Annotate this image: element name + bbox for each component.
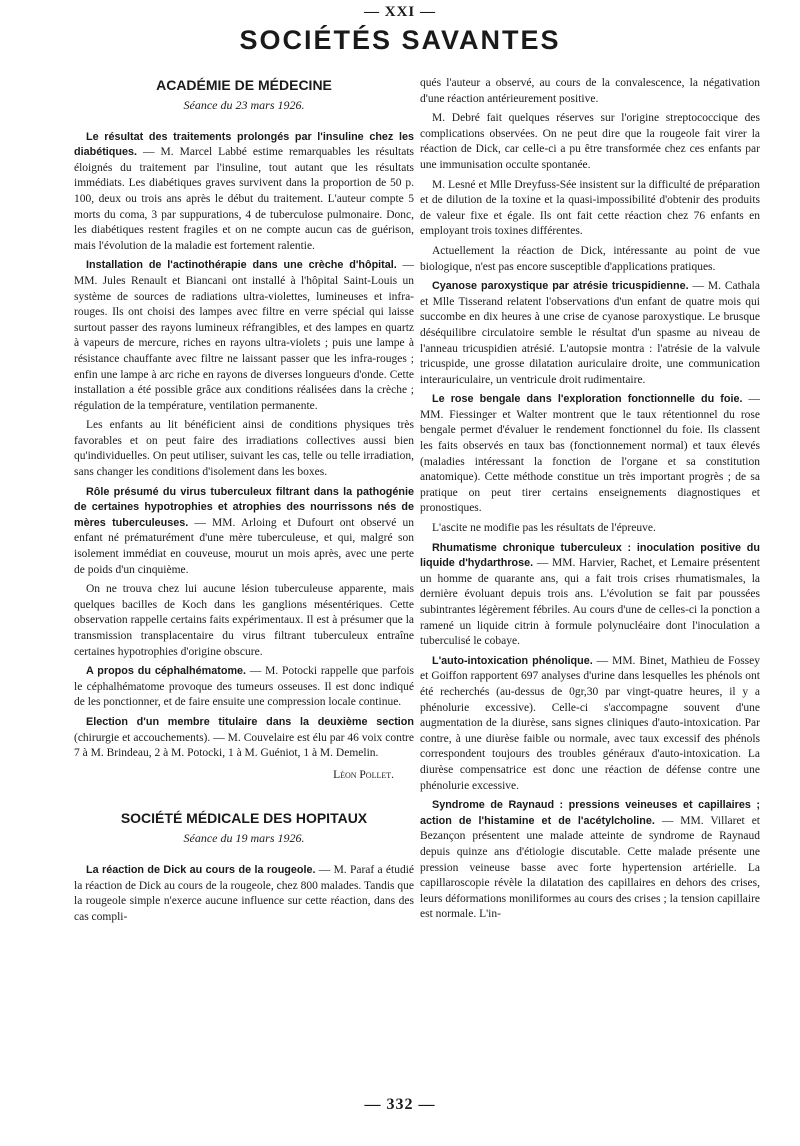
article-body: — MM. Harvier, Rachet, et Lemaire présentent un homme de quarante ans, qui a fait trois crises rhumatismales, la dernière évoluant depuis trois ans. L'évolution se fait par poussées subintrantes légèrement fébriles. Au cours d'une de celles-ci la ponction a ramené un liquide citrin à formule polynucléaire dont l'inoculation a tuberculisé le cobaye. bbox=[420, 557, 760, 648]
article-dick-rougeole bbox=[74, 863, 414, 925]
article-paragraph: M. Lesné et Mlle Dreyfuss-Sée insistent sur la difficulté de préparation et de dilution de la toxine et la quasi-impossibilité d'obtenir des produits de valeur fixe et égale. Ils ont fait cette réaction chez 76 enfants en employant trois toxines différentes. bbox=[420, 178, 760, 238]
article-body: — M. Cathala et Mlle Tisserand relatent l'observations d'un enfant de quatre mois qui succombe en dix heures à une crise de cyanose paroxystique. Le brusque déséquilibre circulatoire semble le résultat d'un spasme au niveau de l'anneau tricuspidien atrésié. L'autopsie montra : l'atrésie de la valvule tricuspide, une grosse dilatation auriculaire droite, une communication interauriculaire, un ventricule droit rudimentaire. bbox=[420, 280, 760, 386]
article-rhumatisme bbox=[420, 541, 760, 650]
article-body: (chirurgie et accouchements). — M. Couvelaire est élu par 46 voix contre 7 à M. Brindeau, 2 à M. Potocki, 1 à M. Guéniot, 1 à M. Demelin. bbox=[74, 731, 414, 760]
article-actinotherapie bbox=[74, 258, 414, 414]
article-heading: L'auto-intoxication phénolique. bbox=[432, 654, 593, 667]
roman-page-number: — XXI — bbox=[363, 4, 436, 20]
article-body: — M. Paraf a étudié la réaction de Dick au cours de la rougeole, chez 800 malades. Tandis que la rougeole simple n'exerce aucune influence sur cette réaction, dans des cas compli- bbox=[74, 863, 414, 923]
article-cyanose bbox=[420, 279, 760, 388]
section-banner: SOCIÉTÉS SAVANTES bbox=[239, 25, 561, 55]
right-column bbox=[420, 76, 760, 927]
article-heading: Le rose bengale dans l'exploration fonctionnelle du foie. bbox=[432, 393, 743, 406]
society-title-academie: ACADÉMIE DE MÉDECINE bbox=[156, 77, 332, 93]
article-body: — MM. Binet, Mathieu de Fossey et Goiffon rapportent 697 analyses d'urine dans lesquelles les phénols ont été recherchés (au-dessus de 0gr,30 par vingt-quatre heures, il y a phénolurie excessive). Celle-ci s'accompagne souvent d'une augmentation de la diurèse, sans signes cliniques d'auto-intoxication. Par contre, à une diurèse faible ou normale, avec taux excessif des phénols correspondent toujours des troubles généraux d'auto-intoxication. La diurèse compensatrice est donc une réaction de défense contre une phénolurie excessive. bbox=[420, 654, 761, 792]
article-paragraph: Les enfants au lit bénéficient ainsi de conditions physiques très favorables et on peut faire des irradiations collectives aussi bien qu'individuelles. On peut utiliser, suivant les cas, telle ou telle irradiation, sans changer les conditions d'isolement dans les boxes. bbox=[74, 419, 414, 479]
page-number: — 332 — bbox=[364, 1096, 436, 1113]
author-signature: Léon Pollet. bbox=[333, 768, 394, 781]
article-body: — MM. Fiessinger et Walter montrent que le taux rétentionnel du rose bengale permet d'évaluer le rendement fonctionnel du foie. Ils classent les faits observés en taux bas (fonctionnement normal) et taux élevés (maladies intéressant la fonction de l'organe et sa constitution anatomique). Cette méthode constitue un très important progrès ; de sa pratique on peut tirer certains enseignements diagnostiques et pronostiques. bbox=[420, 393, 761, 515]
article-heading: A propos du céphalhématome. bbox=[86, 665, 247, 678]
article-heading: Installation de l'actinothérapie dans une crèche d'hôpital. bbox=[86, 259, 397, 272]
article-heading: Syndrome de Raynaud : pressions veineuses et capillaires ; action de l'histamine et de l'acétylcholine. bbox=[420, 799, 760, 827]
article-heading: Le résultat des traitements prolongés par l'insuline chez les diabétiques. bbox=[74, 130, 414, 159]
article-raynaud bbox=[420, 798, 760, 923]
article-rose-bengale bbox=[420, 392, 760, 517]
article-body: — MM. Arloing et Dufourt ont observé un enfant né prématurément d'une mère tuberculeuse, et qui, malgré son isolement immédiat en couveuse, mourut un mois après, avec une perte de poids d'un cinquième. bbox=[74, 516, 414, 576]
article-heading: La réaction de Dick au cours de la rougeole. bbox=[86, 863, 316, 876]
article-cephalhematome bbox=[74, 664, 414, 711]
article-paragraph: Actuellement la réaction de Dick, intéressante au point de vue biologique, n'est pas encore susceptible d'applications pratiques. bbox=[420, 244, 760, 273]
article-virus-tuberculeux bbox=[74, 485, 414, 579]
article-paragraph: L'ascite ne modifie pas les résultats de l'épreuve. bbox=[432, 522, 656, 535]
article-body: — M. Potocki rappelle que parfois le céphalhématome provoque des tumeurs osseuses. Il est donc indiqué de les ponctionner, et de faire ensuite une compression locale continue. bbox=[74, 665, 414, 709]
article-auto-intoxication bbox=[420, 654, 760, 794]
session-date-academie: Séance du 23 mars 1926. bbox=[183, 98, 305, 112]
session-date-hopitaux: Séance du 19 mars 1926. bbox=[183, 831, 305, 846]
article-heading: Rôle présumé du virus tuberculeux filtrant dans la pathogénie de certaines hypotrophies et atrophies des nourrissons nés de mères tuberculeuses. bbox=[74, 485, 414, 529]
article-heading: Rhumatisme chronique tuberculeux : inoculation positive du liquide d'hydarthrose. bbox=[420, 541, 760, 570]
article-election bbox=[74, 715, 414, 762]
article-paragraph: On ne trouva chez lui aucune lésion tuberculeuse apparente, mais quelques bacilles de Koch dans les ganglions mésentériques. Cette observation rappelle certains faits expérimentaux. Il est à présumer que la transmission transplacentaire du virus filtrant tuberculeux entraîne certaines hypotrophies d'origine obscure. bbox=[74, 583, 414, 658]
article-body: — MM. Jules Renault et Biancani ont installé à l'hôpital Saint-Louis un système de sources de radiations ultra-violettes, lumineuses et infra-rouges. Ils ont choisi des lampes avec filtre en verre spécial qui laisse surtout passer des rayons lumineux réfrangibles, et des lampes en quartz à vapeurs de mercure, riches en rayons ultra-violets ; puis une lampe à résistance chauffante avec filtre ne laissant passer que les infra-rouges ; enfin une lampe à arc riche en rayons de diverses longueurs d'onde. Cette installation a été possible grâce aux conditions réalisées dans la crèche ; régulation de la température, ventilation permanente. bbox=[74, 259, 414, 412]
article-body: — M. Marcel Labbé estime remarquables les résultats éloignés du traitement par l'insuline, tout autant que les résultats immédiats. Les diabétiques graves survivent dans la proportion de 50 p. 100, deux ou trois ans après le début du traitement. L'auteur compte 5 morts du coma, 3 par suppurations, 4 de tuberculose pulmonaire. Donc, les diabétiques restent fragiles et on ne compte aucun cas de guérison, mais l'évolution de la maladie est fortement ralentie. bbox=[74, 146, 414, 252]
article-continuation: qués l'auteur a observé, au cours de la convalescence, la négativation d'une réaction antérieurement positive. bbox=[420, 77, 760, 105]
article-insuline bbox=[74, 130, 414, 255]
article-paragraph: M. Debré fait quelques réserves sur l'origine streptococcique des complications observées. On ne peut dire que la rougeole fait virer la réaction de Dick, car celle-ci a pu être transformée chez ces enfants par une immunisation occulte spontanée. bbox=[420, 112, 760, 171]
society-title-hopitaux: SOCIÉTÉ MÉDICALE DES HOPITAUX bbox=[120, 810, 368, 827]
article-body: — MM. Villaret et Bezançon présentent une malade atteinte de syndrome de Raynaud depuis quinze ans d'étiologie discutable. Cette malade présente une pression veineuse basse avec forte hypertension artérielle. La capillaroscopie révèle la dilatation des capillaires en dehors des crises, leurs déformations moniliformes au cours des crises ; la tension capillaire est normale. L'in- bbox=[420, 814, 760, 921]
article-heading: Election d'un membre titulaire dans la deuxième section bbox=[86, 715, 414, 728]
left-column bbox=[74, 76, 414, 929]
article-heading: Cyanose paroxystique par atrésie tricuspidienne. bbox=[432, 280, 689, 293]
